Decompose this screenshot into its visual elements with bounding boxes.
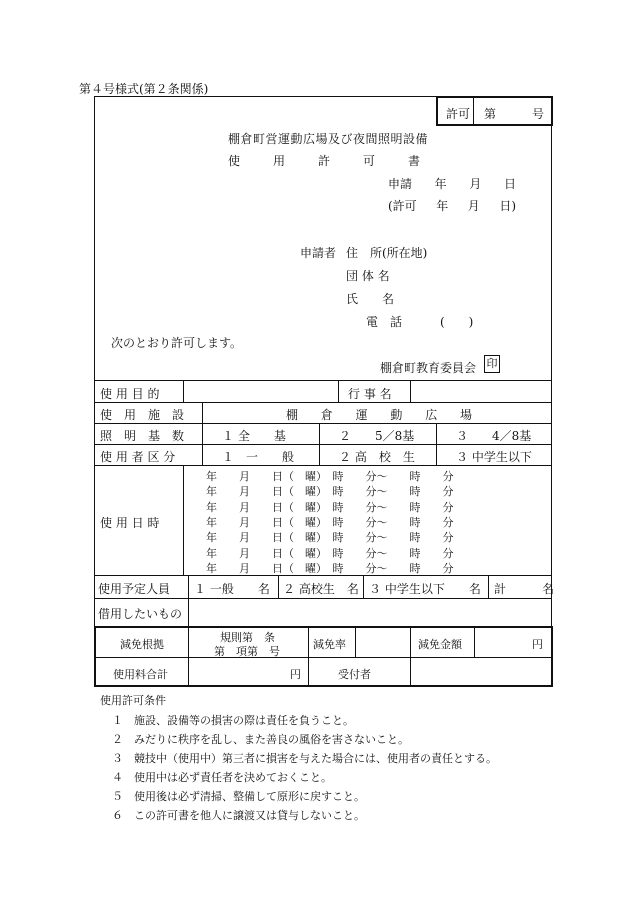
group-name-field[interactable]: 団 体 名 (346, 269, 390, 283)
permit-sentence: 次のとおり許可します。 (111, 336, 243, 350)
event-name-label: 行 事 名 (348, 387, 392, 401)
reduction-basis-label: 減免根拠 (120, 638, 164, 651)
total-fee-yen: 円 (290, 668, 301, 681)
condition-item: ２ みだりに秩序を乱し、また善良の風俗を害さないこと。 (112, 733, 409, 746)
lighting-option-5-8[interactable]: ２ 5／8基 (339, 429, 415, 443)
datetime-line[interactable]: 年 月 日（ 曜） 時 分～ 時 分 (206, 500, 454, 514)
user-type-highschool[interactable]: ２ 高 校 生 (339, 450, 415, 464)
borrow-input[interactable] (190, 600, 550, 624)
datetime-label: 使 用 日 時 (100, 516, 160, 530)
planned-junior[interactable]: ３ 中学生以下 名 (369, 582, 481, 596)
reduction-amount-label: 減免金額 (418, 638, 462, 651)
issuer-name: 棚倉町教育委員会 (380, 361, 477, 375)
reduction-rate-label: 減免率 (313, 638, 346, 651)
receiver-label: 受付者 (338, 668, 371, 681)
user-type-junior[interactable]: ３ 中学生以下 (456, 450, 532, 464)
phone-paren: ( ) (440, 315, 474, 329)
applicant-label: 申請者 (300, 246, 337, 260)
facility-label: 使 用 施 設 (100, 408, 185, 422)
planned-general[interactable]: １ 一般 名 (194, 582, 270, 596)
form-number-title: 第４号様式(第２条関係) (79, 82, 209, 96)
total-fee-label: 使用料合計 (113, 668, 168, 681)
lighting-option-all[interactable]: １ 全 基 (222, 429, 286, 443)
seal-mark: 印 (484, 355, 500, 373)
purpose-input[interactable] (185, 382, 336, 400)
datetime-line[interactable]: 年 月 日（ 曜） 時 分～ 時 分 (206, 561, 454, 575)
event-name-input[interactable] (412, 382, 550, 400)
user-type-label: 使 用 者 区 分 (100, 450, 176, 464)
planned-people-label: 使用予定人員 (98, 582, 171, 596)
datetime-line[interactable]: 年 月 日（ 曜） 時 分～ 時 分 (206, 546, 454, 560)
lighting-label: 照 明 基 数 (100, 429, 185, 443)
purpose-label: 使 用 目 的 (100, 387, 160, 401)
datetime-line[interactable]: 年 月 日（ 曜） 時 分～ 時 分 (206, 485, 454, 499)
facility-value: 棚 倉 運 動 広 場 (286, 408, 472, 422)
condition-item: １ 施設、設備等の損害の際は責任を負うこと。 (112, 714, 354, 727)
datetime-line[interactable]: 年 月 日（ 曜） 時 分～ 時 分 (206, 515, 454, 529)
heading-line1: 棚倉町営運動広場及び夜間照明設備 (228, 132, 429, 146)
permit-date[interactable]: (許可 年 月 日) (388, 199, 516, 213)
permit-label: 許可 (446, 107, 471, 121)
user-type-general[interactable]: １ 一 般 (222, 450, 295, 464)
condition-item: ４ 使用中は必ず責任者を決めておくこと。 (112, 771, 332, 784)
rule-line1[interactable]: 規則第 条 (220, 631, 275, 644)
phone-field[interactable]: 電 話 (366, 315, 403, 329)
datetime-line[interactable]: 年 月 日（ 曜） 時 分～ 時 分 (206, 531, 454, 545)
planned-total[interactable]: 計 名 (494, 582, 555, 596)
rule-line2[interactable]: 第 項第 号 (214, 645, 280, 658)
datetime-line[interactable]: 年 月 日（ 曜） 時 分～ 時 分 (206, 470, 454, 483)
permit-number-field[interactable]: 第 号 (484, 107, 544, 121)
borrow-label: 借用したいもの (98, 607, 183, 621)
address-field[interactable]: 住 所(所在地) (346, 246, 428, 260)
planned-highschool[interactable]: ２ 高校生 名 (283, 582, 359, 596)
apply-date[interactable]: 申請 年 月 日 (388, 177, 516, 191)
heading-line2: 使 用 許 可 書 (228, 154, 420, 168)
conditions-title: 使用許可条件 (100, 694, 166, 707)
lighting-option-4-8[interactable]: ３ 4／8基 (456, 429, 532, 443)
reduction-amount-yen: 円 (532, 638, 543, 651)
condition-item: ６ この許可書を他人に譲渡又は貸与しないこと。 (112, 809, 365, 822)
condition-item: ３ 競技中（使用中）第三者に損害を与えた場合には、使用者の責任とする。 (112, 752, 497, 765)
name-field[interactable]: 氏 名 (346, 292, 395, 306)
condition-item: ５ 使用後は必ず清掃、整備して原形に戻すこと。 (112, 790, 365, 803)
